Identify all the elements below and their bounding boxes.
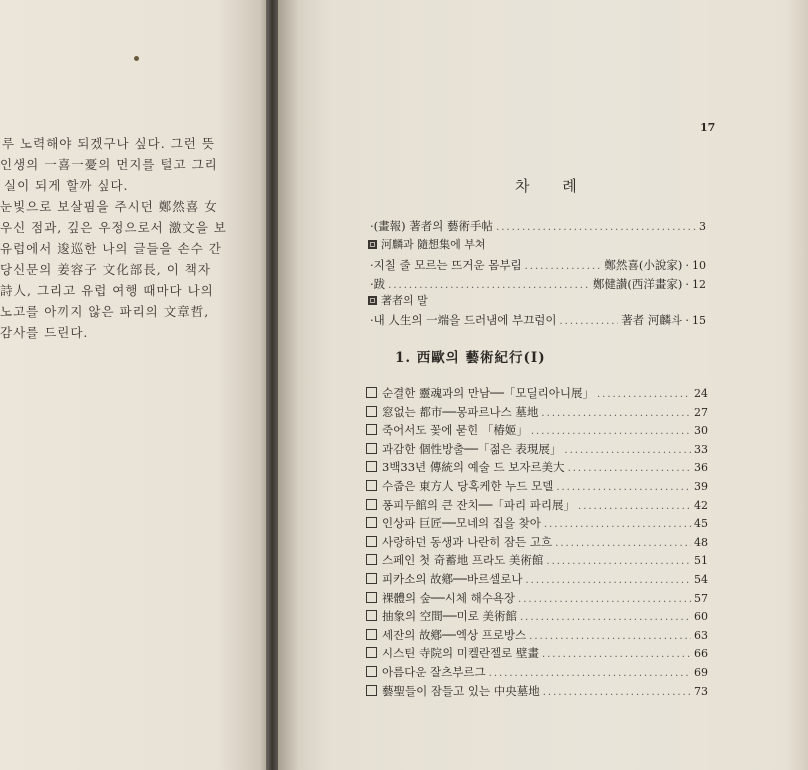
checkbox-square-icon — [366, 592, 377, 603]
dot-leader — [546, 557, 691, 567]
right-page — [278, 0, 808, 770]
toc-entry — [370, 312, 706, 328]
entry-title: 사랑하던 동생과 나란히 잠든 고흐 — [382, 534, 553, 549]
filled-square-icon — [368, 296, 377, 305]
entry-title: 窓없는 都市──몽파르나스 墓地 — [382, 404, 539, 419]
text-line: 루 노력해야 되겠구나 싶다. 그런 뜻 — [2, 136, 215, 151]
section-title: 著者의 말 — [381, 294, 428, 307]
entry-title: 抽象의 空間──미로 美術館 — [382, 609, 517, 624]
text-line: 유럽에서 逡巡한 나의 글들을 손수 간 — [0, 241, 222, 256]
chapter-entry — [366, 422, 708, 438]
entry-page: 69 — [694, 666, 708, 679]
chapter-entry — [366, 683, 708, 699]
entry-page: 36 — [694, 461, 708, 475]
entry-title: 藝聖들이 잠들고 있는 中央墓地 — [382, 683, 540, 698]
text-line: 실이 되게 할까 싶다. — [4, 178, 129, 193]
toc-heading: 차 례 — [515, 177, 591, 195]
entry-title: 수줍은 東方人 당혹케한 누드 모델 — [382, 479, 554, 493]
checkbox-square-icon — [366, 536, 377, 547]
chapter-entry — [366, 497, 708, 513]
toc-entry — [370, 276, 706, 292]
text-line: 노고를 아끼지 않은 파리의 文章哲, — [0, 304, 210, 319]
dot-leader — [525, 576, 691, 586]
left-page — [0, 0, 270, 770]
entry-page: 27 — [694, 405, 708, 419]
dot-leader — [555, 539, 691, 549]
chapter-entry — [366, 404, 708, 420]
checkbox-square-icon — [366, 443, 377, 454]
dot-leader — [489, 669, 691, 679]
separator: · — [685, 313, 689, 327]
entry-page: 24 — [694, 387, 708, 400]
entry-title: 퐁피두館의 큰 잔치──「파리 파리展」 — [382, 497, 576, 512]
dot-leader — [531, 427, 691, 437]
chapter-entry — [366, 534, 708, 550]
entry-title: 죽어서도 꽃에 묻힌 「椿姬」 — [382, 423, 528, 438]
checkbox-square-icon — [366, 517, 377, 528]
entry-title: ·(畫報) 著者의 藝術手帖 — [370, 219, 494, 233]
filled-square-icon — [368, 240, 377, 249]
chapter-number: 1. — [395, 350, 412, 366]
chapter-entry — [366, 627, 708, 643]
entry-title: 아름다운 잘츠부르그 — [382, 665, 486, 679]
text-line: 우신 점과, 깊은 우정으로서 激文을 보 — [0, 220, 227, 235]
dot-leader — [556, 483, 691, 493]
entry-title: 세잔의 故鄕──엑상 프로방스 — [382, 627, 527, 642]
chapter-entry — [366, 645, 708, 661]
chapter-entry — [366, 441, 708, 457]
entry-author: 鄭然喜(小說家) — [604, 258, 683, 272]
entry-title: 3백33년 傳統의 예술 드 보자르美大 — [382, 460, 565, 475]
entry-page: 30 — [694, 424, 708, 438]
text-line: 인생의 一喜一憂의 먼지를 털고 그리 — [0, 157, 218, 172]
entry-title: 과감한 個性방출──「젊은 表現展」 — [382, 441, 562, 456]
checkbox-square-icon — [366, 406, 377, 417]
dot-leader — [529, 632, 691, 642]
dot-leader — [525, 262, 602, 272]
entry-page: 54 — [694, 573, 708, 586]
entry-author: 著者 河麟斗 — [621, 313, 683, 327]
entry-page: 45 — [694, 517, 708, 531]
entry-page: 12 — [692, 278, 706, 291]
entry-page: 73 — [694, 684, 708, 698]
chapter-entry — [366, 459, 708, 475]
dot-leader — [564, 446, 691, 456]
checkbox-square-icon — [366, 647, 377, 658]
chapter-entry — [366, 608, 708, 624]
text-line: 눈빛으로 보살핌을 주시던 鄭然喜 女 — [0, 199, 218, 214]
checkbox-square-icon — [366, 480, 377, 491]
dot-leader — [542, 650, 691, 660]
text-line: 詩人, 그리고 유럽 여행 때마다 나의 — [0, 283, 214, 298]
checkbox-square-icon — [366, 499, 377, 510]
entry-title: 시스틴 寺院의 미켈란젤로 壁畫 — [382, 646, 539, 661]
entry-title: 인상파 巨匠──모네의 집을 찾아 — [382, 516, 541, 531]
ink-spot — [134, 56, 139, 61]
toc-section-heading — [368, 236, 486, 252]
dot-leader — [520, 613, 691, 623]
chapter-entry — [366, 385, 708, 401]
entry-title: ·지칠 줄 모르는 뜨거운 몸부림 — [370, 258, 522, 272]
entry-page: 57 — [694, 591, 708, 605]
dot-leader — [543, 688, 691, 698]
entry-title: 스페인 첫 奇蓄地 프라도 美術館 — [382, 553, 544, 568]
chapter-entry — [366, 478, 708, 494]
entry-page: 63 — [694, 628, 708, 642]
entry-title: 순결한 靈魂과의 만남──「모딜리아니展」 — [382, 386, 594, 400]
entry-page: 51 — [694, 554, 708, 568]
dot-leader — [541, 409, 691, 419]
checkbox-square-icon — [366, 461, 377, 472]
checkbox-square-icon — [366, 554, 377, 565]
entry-page: 66 — [694, 647, 708, 661]
entry-page: 10 — [692, 259, 706, 272]
toc-entry — [370, 257, 706, 273]
checkbox-square-icon — [366, 424, 377, 435]
entry-page: 15 — [692, 314, 706, 327]
text-line: 감사를 드린다. — [0, 325, 89, 340]
entry-title: 裸體의 숲──시체 해수욕장 — [382, 590, 516, 605]
chapter-entry — [366, 664, 708, 680]
dot-leader — [597, 390, 691, 400]
dot-leader — [578, 502, 691, 512]
entry-page: 60 — [694, 610, 708, 624]
dot-leader — [388, 281, 590, 291]
page-number: 17 — [700, 121, 716, 134]
separator: · — [685, 258, 689, 272]
dot-leader — [568, 464, 691, 474]
chapter-entry — [366, 590, 708, 606]
separator: · — [685, 277, 689, 291]
entry-author: 鄭健讃(西洋畫家) — [592, 277, 683, 291]
entry-page: 3 — [699, 220, 706, 233]
entry-title: 피카소의 故鄕──바르셀로나 — [382, 572, 523, 586]
text-line: 당신문의 姜容子 文化部長, 이 책자 — [0, 262, 211, 277]
dot-leader — [544, 520, 691, 530]
chapter-title: 西歐의 藝術紀行(I) — [416, 350, 546, 366]
section-title: 河麟과 隨想集에 부쳐 — [381, 238, 486, 251]
entry-title: ·내 人生의 一端을 드러냄에 부끄럼이 — [370, 313, 557, 327]
chapter-entry — [366, 571, 708, 587]
entry-page: 42 — [694, 498, 708, 512]
chapter-entry — [366, 515, 708, 531]
dot-leader — [496, 223, 696, 233]
toc-entry — [370, 218, 706, 234]
checkbox-square-icon — [366, 685, 377, 696]
checkbox-square-icon — [366, 629, 377, 640]
checkbox-square-icon — [366, 610, 377, 621]
checkbox-square-icon — [366, 387, 377, 398]
dot-leader — [559, 317, 618, 327]
entry-page: 33 — [694, 442, 708, 456]
toc-section-heading — [368, 292, 428, 308]
entry-title: ·跋 — [370, 277, 386, 291]
checkbox-square-icon — [366, 573, 377, 584]
checkbox-square-icon — [366, 666, 377, 677]
chapter-heading — [395, 346, 546, 366]
entry-page: 48 — [694, 535, 708, 549]
chapter-entry — [366, 552, 708, 568]
dot-leader — [518, 595, 691, 605]
entry-page: 39 — [694, 480, 708, 493]
